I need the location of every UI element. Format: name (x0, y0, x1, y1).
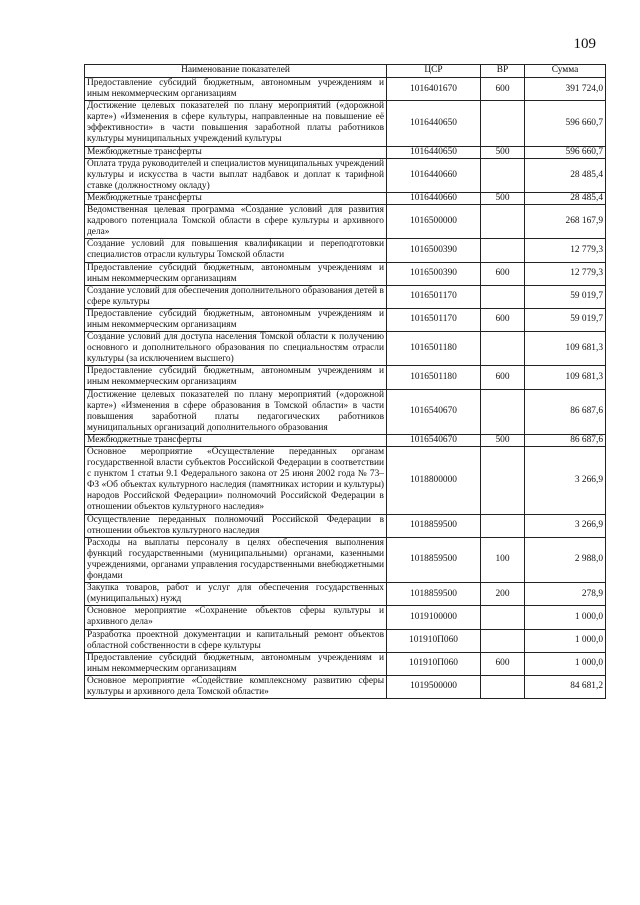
row-sum: 28 485,4 (525, 158, 606, 192)
table-row (85, 366, 606, 389)
row-code: 101910П060 (387, 629, 481, 652)
table-row (85, 606, 606, 629)
row-vr: 200 (481, 583, 525, 606)
row-vr: 500 (481, 434, 525, 446)
row-code: 1016501170 (387, 308, 481, 331)
row-code: 1016440660 (387, 192, 481, 204)
row-vr: 100 (481, 537, 525, 582)
row-code: 1016501170 (387, 285, 481, 308)
row-code: 1016500000 (387, 205, 481, 239)
row-name: Межбюджетные трансферты (85, 146, 387, 158)
header-vr: ВР (481, 65, 525, 78)
row-sum: 268 167,9 (525, 205, 606, 239)
table-header-row (85, 65, 606, 78)
row-vr: 500 (481, 146, 525, 158)
row-sum: 2 988,0 (525, 537, 606, 582)
row-vr (481, 285, 525, 308)
row-sum: 28 485,4 (525, 192, 606, 204)
row-sum: 278,9 (525, 583, 606, 606)
row-name: Предоставление субсидий бюджетным, автономным учреждениям и иным некоммерческим организациям (85, 262, 387, 285)
row-name: Создание условий для обеспечения дополнительного образования детей в сфере культуры (85, 285, 387, 308)
row-vr (481, 606, 525, 629)
table-row (85, 239, 606, 262)
table-row (85, 629, 606, 652)
row-vr (481, 101, 525, 146)
table-row (85, 675, 606, 698)
row-name: Расходы на выплаты персоналу в целях обеспечения выполнения функций государственными (муниципальными) органами, казенными учреждениями, органами управления государственными внебюджетными фондами (85, 537, 387, 582)
header-name: Наименование показателей (85, 65, 387, 78)
row-sum: 391 724,0 (525, 78, 606, 101)
row-name: Достижение целевых показателей по плану мероприятий («дорожной карте») «Изменения в сфере культуры, направленные на повышение её эффективности» в части повышения заработной платы работников культуры муниципальных учреждений культуры (85, 101, 387, 146)
table-row (85, 158, 606, 192)
row-name: Предоставление субсидий бюджетным, автономным учреждениям и иным некоммерческим организациям (85, 78, 387, 101)
table-row (85, 285, 606, 308)
row-code: 1019100000 (387, 606, 481, 629)
table-row (85, 583, 606, 606)
row-vr (481, 514, 525, 537)
table-row (85, 101, 606, 146)
table-row (85, 434, 606, 446)
row-vr: 600 (481, 262, 525, 285)
row-name: Основное мероприятие «Содействие комплексному развитию сферы культуры и архивного дела Томской области» (85, 675, 387, 698)
row-name: Достижение целевых показателей по плану мероприятий («дорожной карте») «Изменения в сфере образования в Томской области» в части повышения заработной платы педагогических работников муниципальных организаций дополнительного образования (85, 389, 387, 434)
row-name: Межбюджетные трансферты (85, 192, 387, 204)
row-sum: 12 779,3 (525, 262, 606, 285)
table-row (85, 514, 606, 537)
row-code: 1016440650 (387, 101, 481, 146)
row-sum: 59 019,7 (525, 308, 606, 331)
header-sum: Сумма (525, 65, 606, 78)
row-sum: 3 266,9 (525, 447, 606, 515)
row-vr (481, 205, 525, 239)
row-code: 1019500000 (387, 675, 481, 698)
row-sum: 84 681,2 (525, 675, 606, 698)
table-row (85, 262, 606, 285)
row-name: Предоставление субсидий бюджетным, автономным учреждениям и иным некоммерческим организациям (85, 652, 387, 675)
row-code: 1016440650 (387, 146, 481, 158)
row-vr (481, 675, 525, 698)
row-vr (481, 629, 525, 652)
row-code: 1016540670 (387, 434, 481, 446)
row-sum: 109 681,3 (525, 332, 606, 366)
row-name: Межбюджетные трансферты (85, 434, 387, 446)
row-name: Создание условий для доступа населения Томской области к получению основного и дополнительного образования по специальностям отрасли культуры (за исключением высшего) (85, 332, 387, 366)
row-name: Предоставление субсидий бюджетным, автономным учреждениям и иным некоммерческим организациям (85, 366, 387, 389)
table-row (85, 652, 606, 675)
table-row (85, 146, 606, 158)
table-row (85, 78, 606, 101)
row-sum: 109 681,3 (525, 366, 606, 389)
row-sum: 12 779,3 (525, 239, 606, 262)
row-sum: 1 000,0 (525, 606, 606, 629)
row-sum: 86 687,6 (525, 389, 606, 434)
row-code: 1016440660 (387, 158, 481, 192)
row-vr (481, 389, 525, 434)
row-name: Осуществление переданных полномочий Российской Федерации в отношении объектов культурного наследия (85, 514, 387, 537)
header-code: ЦСР (387, 65, 481, 78)
row-vr: 600 (481, 652, 525, 675)
row-code: 1016401670 (387, 78, 481, 101)
row-code: 1018859500 (387, 514, 481, 537)
row-code: 101910П060 (387, 652, 481, 675)
row-name: Создание условий для повышения квалификации и переподготовки специалистов отрасли культуры Томской области (85, 239, 387, 262)
row-sum: 596 660,7 (525, 146, 606, 158)
row-code: 1018800000 (387, 447, 481, 515)
row-sum: 3 266,9 (525, 514, 606, 537)
row-sum: 59 019,7 (525, 285, 606, 308)
table-row (85, 205, 606, 239)
row-vr (481, 239, 525, 262)
row-vr: 600 (481, 78, 525, 101)
row-code: 1016501180 (387, 366, 481, 389)
row-code: 1018859500 (387, 537, 481, 582)
row-sum: 1 000,0 (525, 652, 606, 675)
table-row (85, 537, 606, 582)
row-vr (481, 447, 525, 515)
row-code: 1016501180 (387, 332, 481, 366)
table-row (85, 389, 606, 434)
table-row (85, 308, 606, 331)
row-sum: 86 687,6 (525, 434, 606, 446)
table-row (85, 192, 606, 204)
row-name: Ведомственная целевая программа «Создание условий для развития кадрового потенциала Томской области в сфере культуры и архивного дела» (85, 205, 387, 239)
row-vr: 600 (481, 308, 525, 331)
row-name: Основное мероприятие «Осуществление переданных органам государственной власти субъектов Российской Федерации в соответствии с пунктом 1 статьи 9.1 Федерального закона от 25 июня 2002 года № 73–ФЗ «Об объектах культурного наследия (памятниках истории и культуры) народов Российской Федерации» полномочий Российской Федерации в отношении объектов культурного наследия» (85, 447, 387, 515)
row-code: 1016500390 (387, 239, 481, 262)
row-name: Оплата труда руководителей и специалистов муниципальных учреждений культуры и искусства в части выплат надбавок и доплат к тарифной ставке (должностному окладу) (85, 158, 387, 192)
row-name: Разработка проектной документации и капитальный ремонт объектов областной собственности в сфере культуры (85, 629, 387, 652)
row-code: 1018859500 (387, 583, 481, 606)
row-code: 1016540670 (387, 389, 481, 434)
budget-table (84, 64, 606, 699)
page-number: 109 (573, 36, 596, 52)
table-row (85, 447, 606, 515)
row-name: Закупка товаров, работ и услуг для обеспечения государственных (муниципальных) нужд (85, 583, 387, 606)
row-name: Предоставление субсидий бюджетным, автономным учреждениям и иным некоммерческим организациям (85, 308, 387, 331)
row-sum: 1 000,0 (525, 629, 606, 652)
table-row (85, 332, 606, 366)
row-vr (481, 332, 525, 366)
row-sum: 596 660,7 (525, 101, 606, 146)
row-vr: 500 (481, 192, 525, 204)
row-vr (481, 158, 525, 192)
row-vr: 600 (481, 366, 525, 389)
row-name: Основное мероприятие «Сохранение объектов сферы культуры и архивного дела» (85, 606, 387, 629)
row-code: 1016500390 (387, 262, 481, 285)
